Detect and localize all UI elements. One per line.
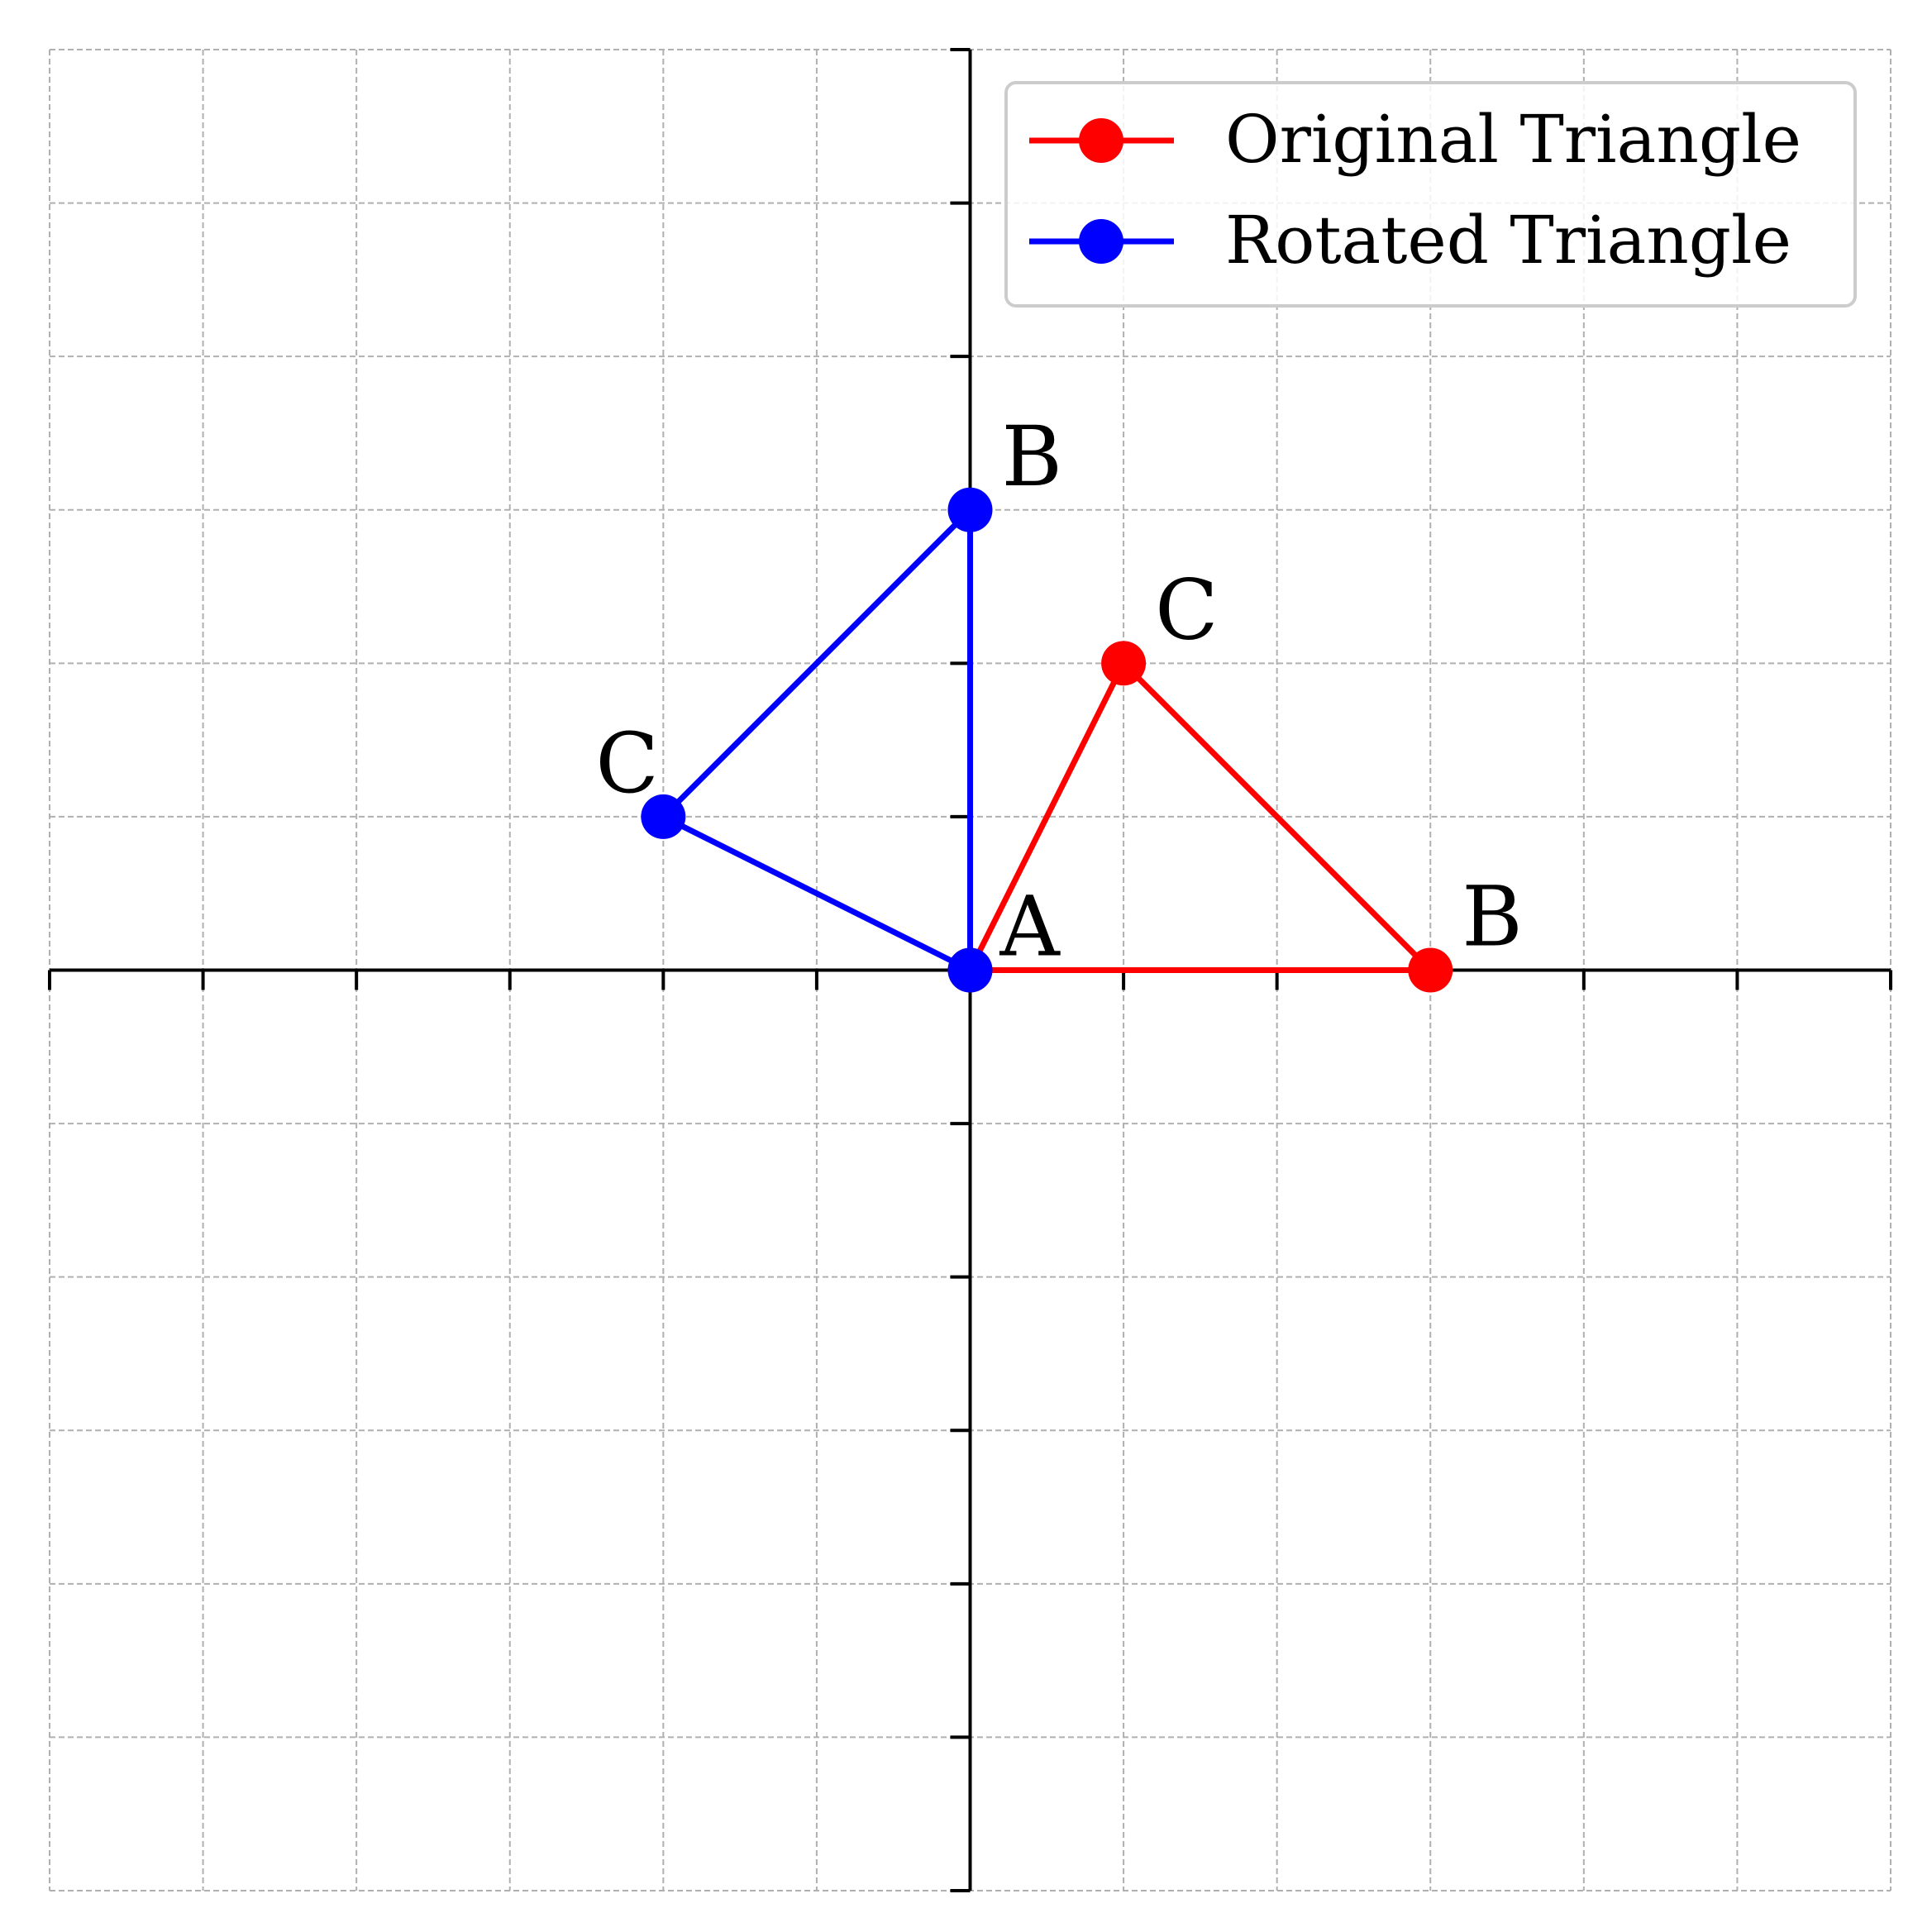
vertex-label-c: C [595,714,659,812]
point-labels [595,408,1522,976]
vertex-label-c: C [1155,561,1219,659]
vertex-label-a: A [999,878,1060,976]
vertex-label-b: B [1462,868,1523,966]
legend-label-rotated: Rotated Triangle [1225,202,1791,279]
legend-swatch-marker-rotated [1079,219,1123,264]
vertex-marker-a [948,948,993,993]
legend-swatch-marker-original [1079,118,1123,163]
vertex-marker-b [1408,948,1453,993]
vertex-marker-b [948,488,993,532]
vertex-label-b: B [1001,408,1062,505]
legend-label-original: Original Triangle [1225,101,1801,178]
vertex-marker-c [1101,641,1146,685]
legend [1006,83,1855,306]
